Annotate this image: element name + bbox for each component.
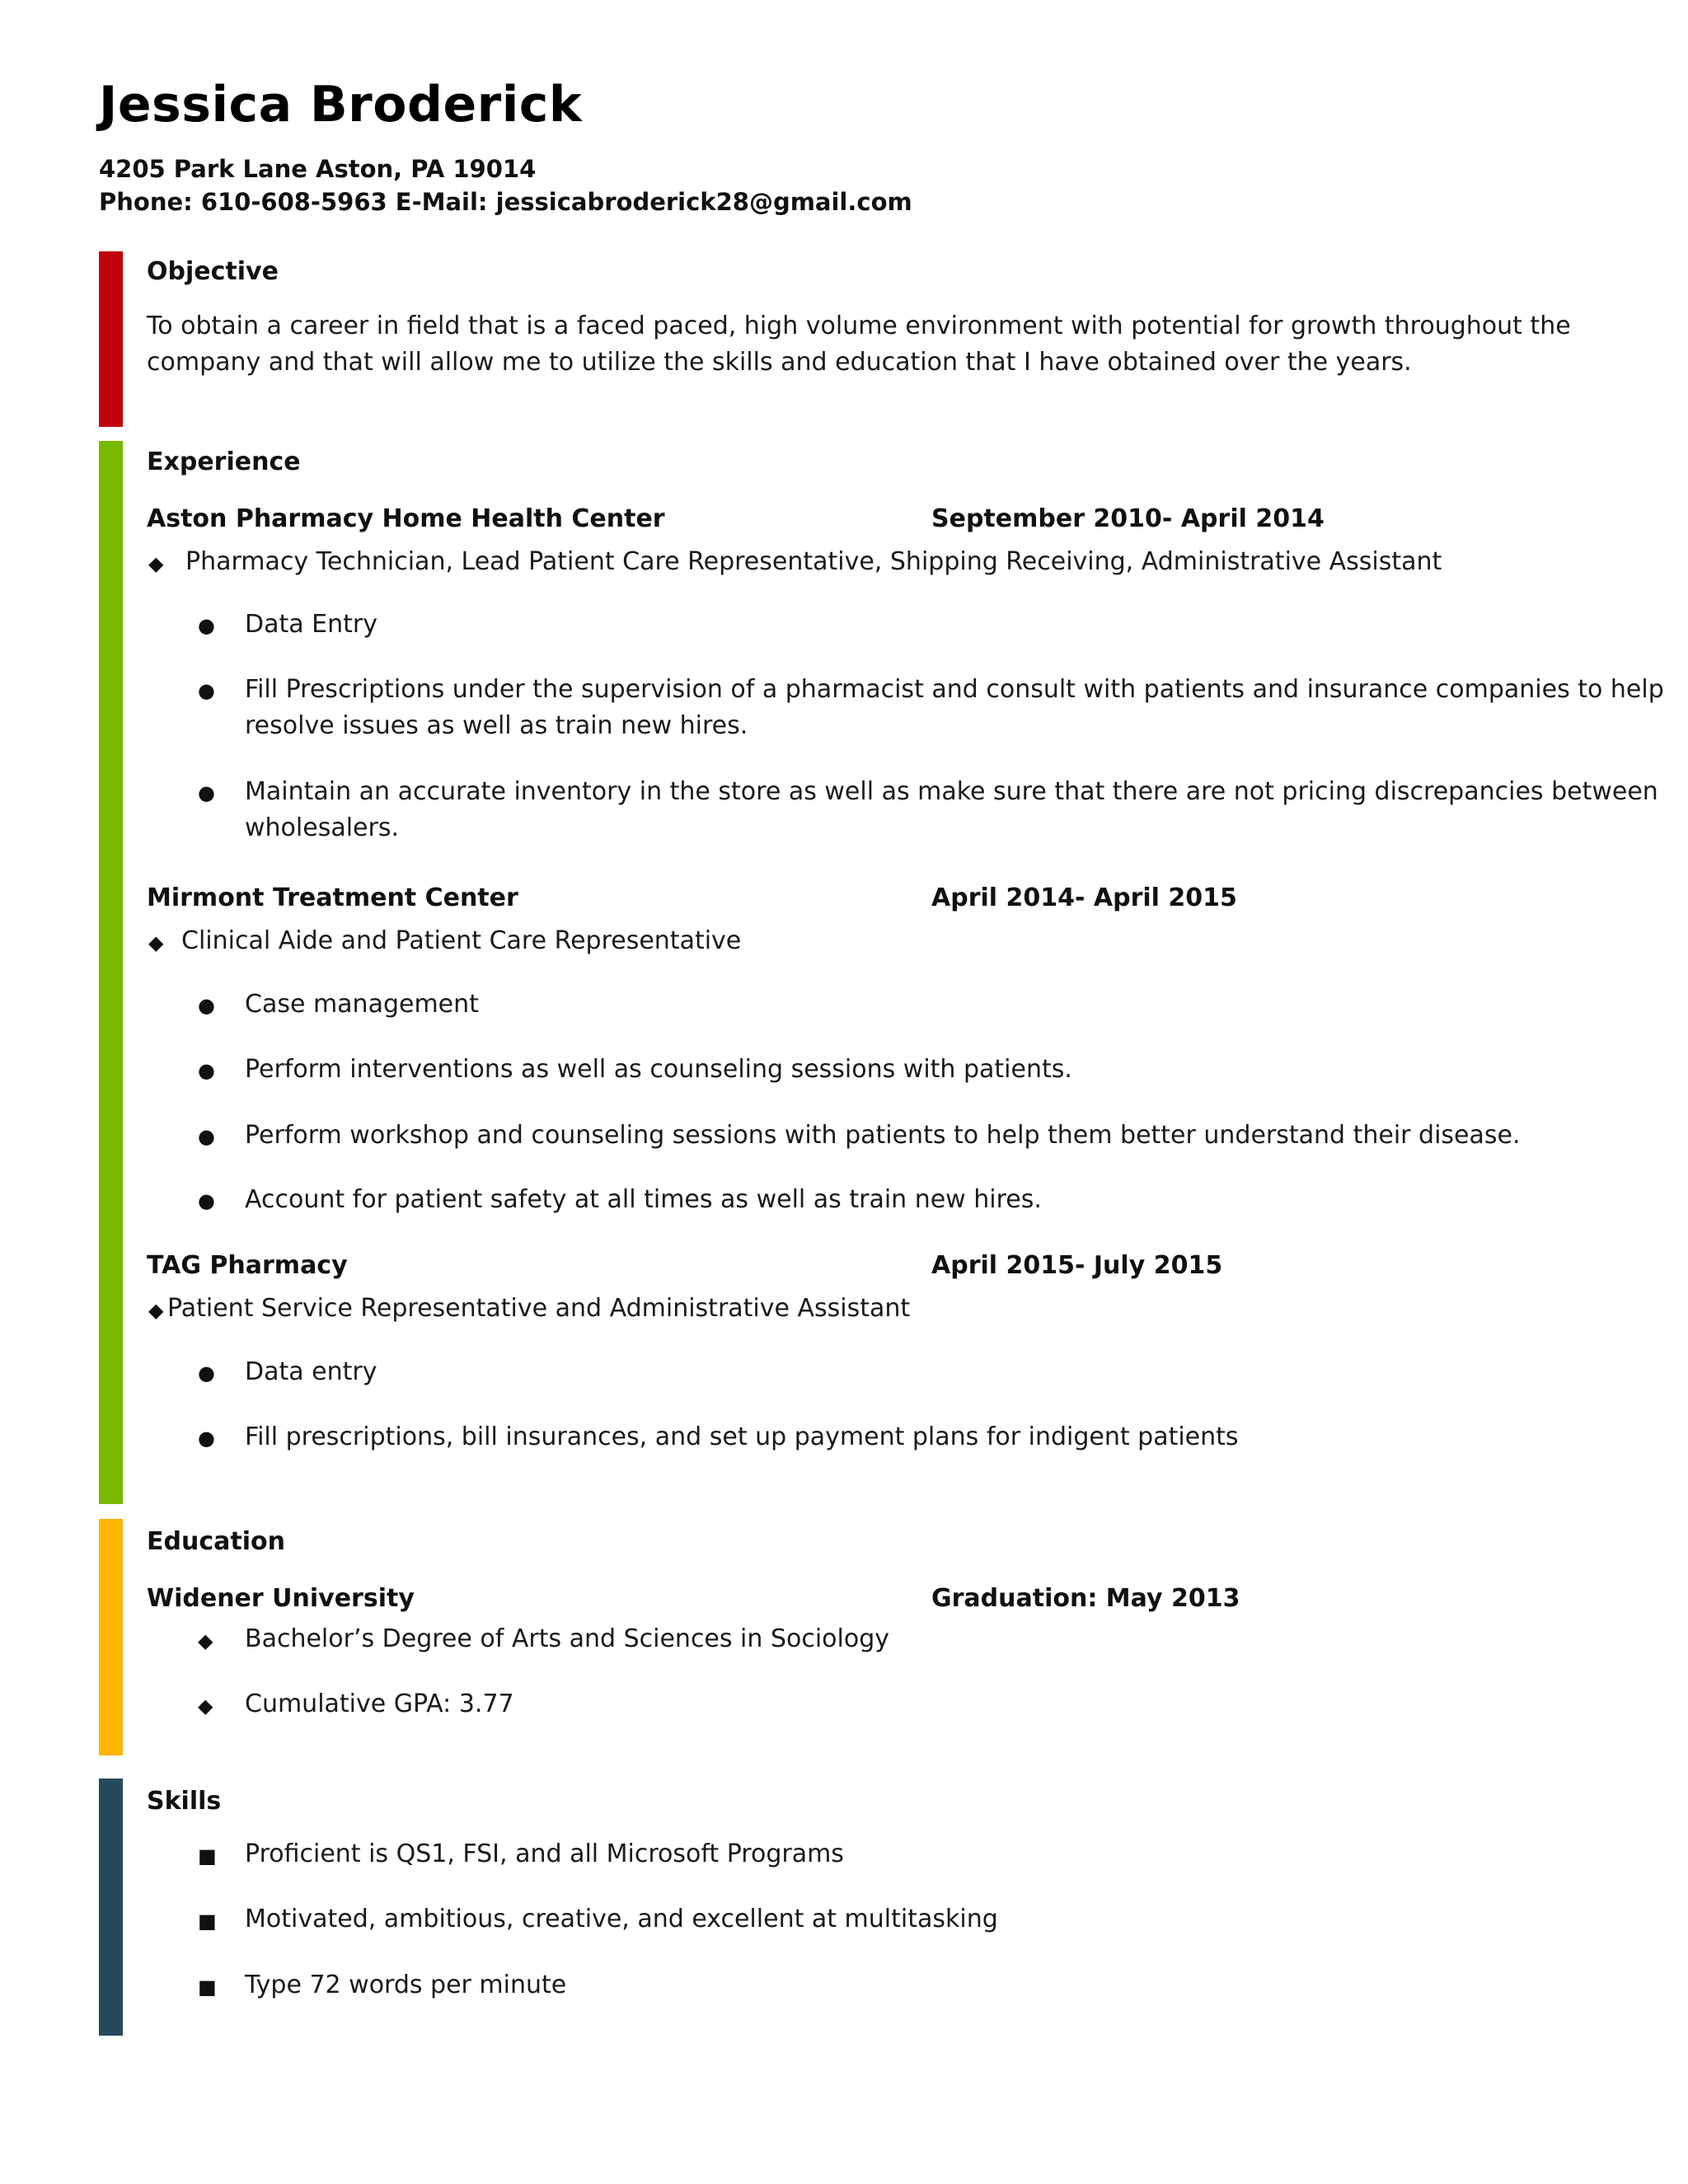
job-duty: Maintain an accurate inventory in the store as well as make sure that there are not pricing discrepancies between bbox=[245, 777, 1658, 806]
job-duty: Perform workshop and counseling sessions with patients to help them better understand their disease. bbox=[245, 1121, 1521, 1150]
skills-heading: Skills bbox=[147, 1787, 222, 1816]
square-bullet-icon: ■ bbox=[198, 1844, 217, 1868]
address-line: 4205 Park Lane Aston, PA 19014 bbox=[99, 155, 537, 183]
job-duty: Fill prescriptions, bill insurances, and set up payment plans for indigent patients bbox=[245, 1422, 1239, 1451]
education-item: Cumulative GPA: 3.77 bbox=[245, 1690, 514, 1718]
job-duty: Account for patient safety at all times as well as train new hires. bbox=[245, 1185, 1042, 1214]
diamond-bullet-icon: ◆ bbox=[148, 1299, 164, 1322]
skill-item: Motivated, ambitious, creative, and excellent at multitasking bbox=[245, 1905, 998, 1933]
objective-heading: Objective bbox=[147, 257, 279, 286]
bullet-icon: ● bbox=[198, 679, 215, 702]
job-role: Patient Service Representative and Administrative Assistant bbox=[167, 1294, 911, 1323]
job-duty-continued: resolve issues as well as train new hires. bbox=[245, 711, 748, 740]
employment-dates: April 2015- July 2015 bbox=[931, 1251, 1223, 1280]
employer-name: Mirmont Treatment Center bbox=[147, 883, 518, 912]
education-color-bar bbox=[99, 1519, 123, 1755]
job-role: Clinical Aide and Patient Care Representative bbox=[181, 926, 742, 955]
school-name: Widener University bbox=[147, 1584, 415, 1613]
square-bullet-icon: ■ bbox=[198, 1910, 217, 1933]
employment-dates: April 2014- April 2015 bbox=[931, 883, 1237, 912]
skill-item: Type 72 words per minute bbox=[245, 1971, 567, 1999]
bullet-icon: ● bbox=[198, 994, 215, 1017]
objective-text-line-2: company and that will allow me to utilize the skills and education that I have obtained over the years. bbox=[147, 348, 1412, 377]
bullet-icon: ● bbox=[198, 1427, 215, 1450]
job-duty: Case management bbox=[245, 990, 479, 1019]
bullet-icon: ● bbox=[198, 1361, 215, 1385]
job-role: Pharmacy Technician, Lead Patient Care Representative, Shipping Receiving, Administrative Assistant bbox=[185, 547, 1442, 576]
diamond-bullet-icon: ◆ bbox=[148, 552, 164, 575]
job-duty: Data entry bbox=[245, 1357, 377, 1386]
employer-name: TAG Pharmacy bbox=[147, 1251, 348, 1280]
objective-color-bar bbox=[99, 251, 123, 427]
job-duty: Fill Prescriptions under the supervision of a pharmacist and consult with patients and insurance companies to help bbox=[245, 675, 1664, 704]
skill-item: Proficient is QS1, FSI, and all Microsoft Programs bbox=[245, 1840, 844, 1868]
experience-color-bar bbox=[99, 441, 123, 1504]
diamond-bullet-icon: ◆ bbox=[148, 931, 164, 954]
job-duty: Data Entry bbox=[245, 610, 377, 639]
bullet-icon: ● bbox=[198, 781, 215, 804]
applicant-name: Jessica Broderick bbox=[99, 76, 583, 134]
bullet-icon: ● bbox=[198, 1059, 215, 1082]
graduation-date: Graduation: May 2013 bbox=[931, 1584, 1240, 1613]
objective-text-line-1: To obtain a career in field that is a faced paced, high volume environment with potential for growth throughout the bbox=[147, 312, 1571, 340]
employment-dates: September 2010- April 2014 bbox=[931, 504, 1325, 533]
bullet-icon: ● bbox=[198, 1125, 215, 1148]
square-bullet-icon: ■ bbox=[198, 1975, 217, 1999]
education-item: Bachelor’s Degree of Arts and Sciences in Sociology bbox=[245, 1624, 890, 1653]
bullet-icon: ● bbox=[198, 614, 215, 637]
bullet-icon: ● bbox=[198, 1189, 215, 1212]
job-duty-continued: wholesalers. bbox=[245, 813, 400, 842]
employer-name: Aston Pharmacy Home Health Center bbox=[147, 504, 665, 533]
education-heading: Education bbox=[147, 1527, 285, 1556]
experience-heading: Experience bbox=[147, 448, 301, 476]
job-duty: Perform interventions as well as counseling sessions with patients. bbox=[245, 1055, 1072, 1084]
skills-color-bar bbox=[99, 1779, 123, 2036]
diamond-bullet-icon: ◆ bbox=[198, 1629, 213, 1652]
contact-line: Phone: 610-608-5963 E-Mail: jessicabroderick28@gmail.com bbox=[99, 188, 912, 216]
diamond-bullet-icon: ◆ bbox=[198, 1694, 213, 1718]
